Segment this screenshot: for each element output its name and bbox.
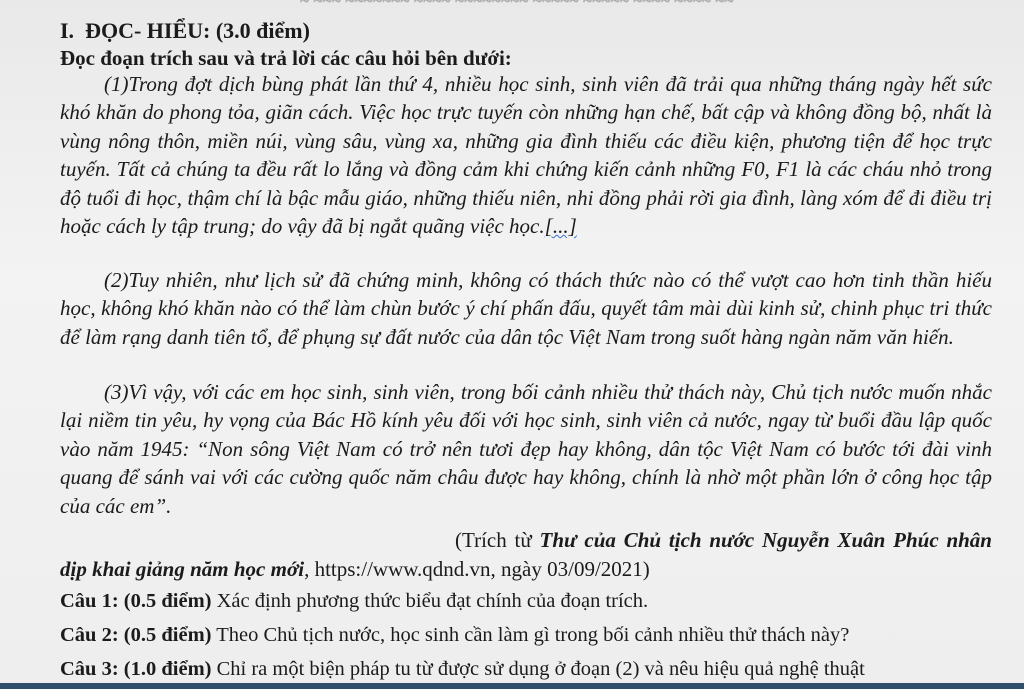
cropped-previous-line bbox=[300, 0, 860, 5]
source-suffix: , https://www.qdnd.vn, ngày 03/09/2021) bbox=[304, 557, 650, 581]
question-1-points: : (0.5 điểm) bbox=[111, 590, 212, 612]
question-1-text: Xác định phương thức biểu đạt chính của đoạn trích. bbox=[211, 590, 649, 612]
question-2 bbox=[60, 624, 849, 647]
paragraph-1-text: (1)Trong đợt dịch bùng phát lần thứ 4, nhiều học sinh, sinh viên đã trải qua những tháng ngày hết sức khó khăn do phong tỏa, giãn cách. Việc học trực tuyến còn những hạn chế, bất cập và không đồng bộ, nhất là vùng nông thôn, miền núi, vùng sâu, vùng xa, những gia đình thiếu các điều kiện, phương tiện để học trực tuyến. Tất cả chúng ta đều rất lo lắng và đồng cảm khi chứng kiến cảnh những F0, F1 là các cháu nhỏ trong độ tuổi đi học, thậm chí là bậc mẫu giáo, những thiếu niên, nhi đồng phải rời gia đình, làng xóm để đi điều trị hoặc cách ly tập trung; do vậy đã bị ngắt quãng việc học. bbox=[60, 72, 992, 239]
source-title: Thư của Chủ tịch nước Nguyễn Xuân Phúc nhân dịp khai giảng năm học mới bbox=[60, 528, 992, 581]
section-title: ĐỌC- HIỂU: (3.0 điểm) bbox=[85, 18, 310, 43]
question-3 bbox=[60, 658, 865, 681]
passage-paragraph-3: (3)Vì vậy, với các em học sinh, sinh viên, trong bối cảnh nhiều thử thách này, Chủ tịch nước muốn nhắc lại niềm tin yêu, hy vọng của Bác Hồ kính yêu đối với học sinh, sinh viên cả nước, ngay từ buổi đầu lập quốc vào năm 1945: “Non sông Việt Nam có trở nên tươi đẹp hay không, dân tộc Việt Nam có bước tới đài vinh quang để sánh vai với các cường quốc năm châu được hay không, chính là nhờ một phần lớn ở công học tập của các em”. bbox=[60, 380, 992, 518]
question-2-points: : (0.5 điểm) bbox=[111, 624, 212, 646]
section-heading bbox=[60, 18, 310, 44]
passage-paragraph-1 bbox=[60, 70, 992, 240]
passage-paragraph-2: (2)Tuy nhiên, như lịch sử đã chứng minh, không có thách thức nào có thể vượt cao hơn tinh thần hiếu học, không khó khăn nào có thể làm chùn bước ý chí phấn đấu, quyết tâm mài dùi kinh sử, chinh phục tri thức để làm rạng danh tiên tổ, để phụng sự đất nước của dân tộc Việt Nam trong suốt hàng ngàn năm văn hiến. bbox=[60, 268, 992, 349]
question-3-text: Chỉ ra một biện pháp tu từ được sử dụng ở đoạn (2) và nêu hiệu quả nghệ thuật bbox=[211, 658, 865, 680]
source-prefix: (Trích từ bbox=[455, 528, 540, 552]
question-2-label: Câu 2 bbox=[60, 624, 112, 646]
question-2-text: Theo Chủ tịch nước, học sinh cần làm gì trong bối cảnh nhiều thử thách này? bbox=[211, 624, 850, 646]
section-number: I. bbox=[60, 18, 75, 43]
reading-instruction: Đọc đoạn trích sau và trả lời các câu hỏi bên dưới: bbox=[60, 46, 512, 70]
bottom-edge-bar bbox=[0, 683, 1024, 689]
question-1-label: Câu 1 bbox=[60, 590, 112, 612]
question-3-label: Câu 3 bbox=[60, 658, 112, 680]
question-1 bbox=[60, 590, 648, 613]
question-3-points: : (1.0 điểm) bbox=[111, 658, 212, 680]
source-citation bbox=[60, 526, 992, 584]
ellipsis-marker: [...] bbox=[544, 214, 577, 239]
